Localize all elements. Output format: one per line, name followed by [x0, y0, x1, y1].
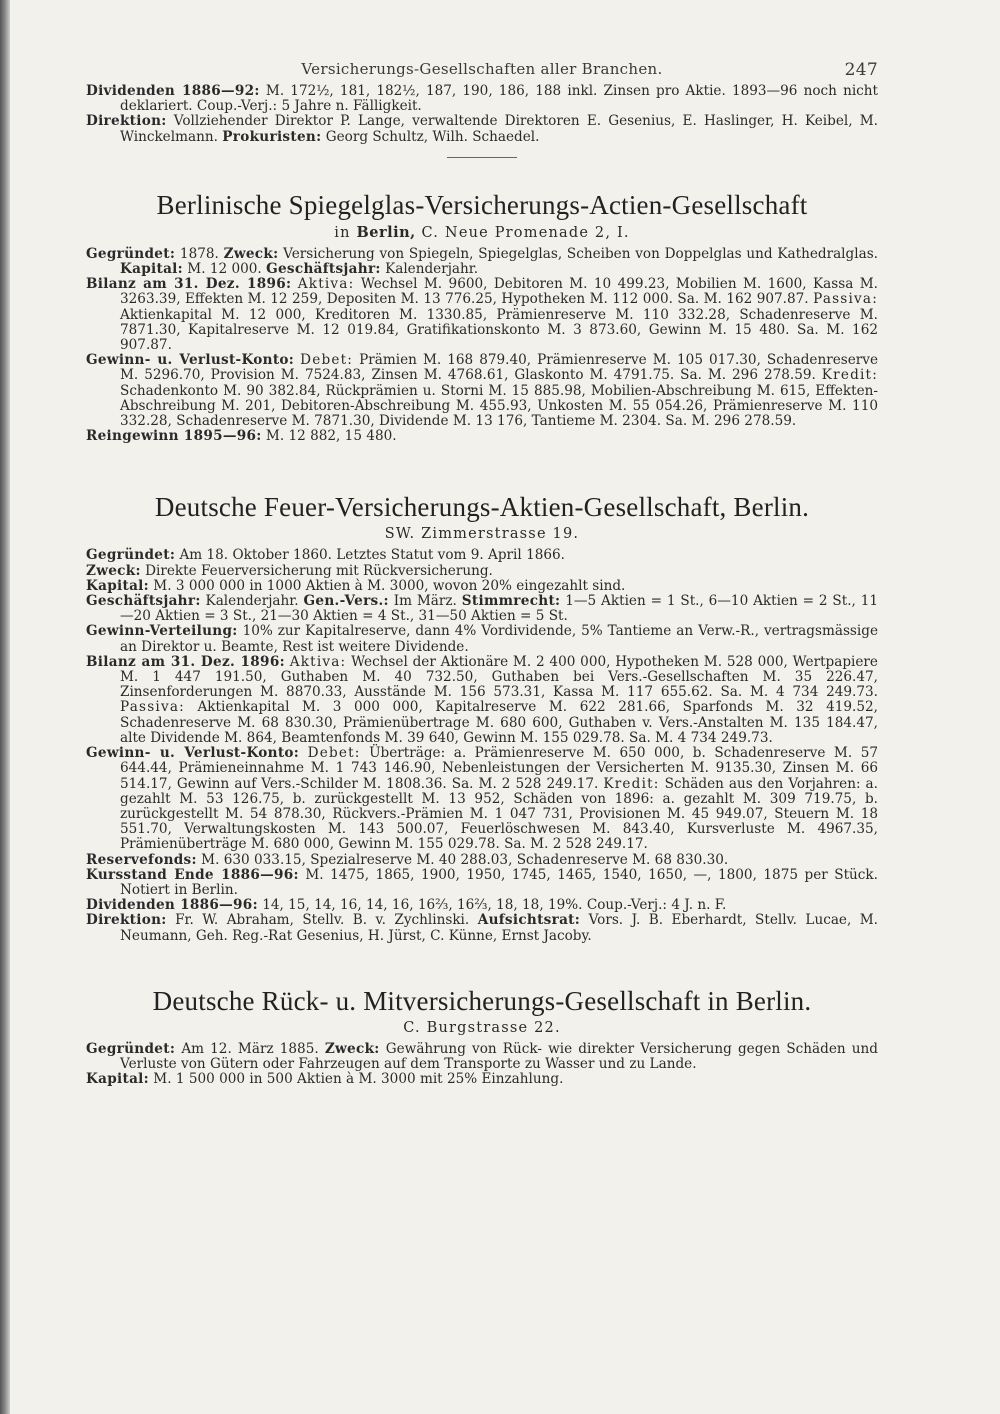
entry-text: Direkte Feuerversicherung mit Rückversicherung. — [145, 562, 493, 579]
entry-label: Gen.-Vers.: — [303, 593, 389, 610]
scan-binding-edge — [0, 0, 10, 1414]
entry-text: Versicherung von Spiegeln, Spiegelglas, Scheiben von Doppelglas und Kathedralglas. — [283, 245, 878, 262]
entry-text: Kalenderjahr. — [205, 593, 299, 610]
entry-kapital — [86, 579, 878, 594]
entry-label: Gegründet: — [86, 245, 176, 262]
entry-label: Direktion: — [86, 113, 167, 130]
entry-sublabel: Aktiva: — [289, 653, 347, 670]
entry-text: M. 12 000. — [187, 261, 262, 278]
entry-text: Kalenderjahr. — [385, 261, 479, 278]
entry-text: Vors. J. B. Eberhardt, Stellv. Lucae, M. Neumann, Geh. Reg.-Rat Gesenius, H. Jürst, C. Künne, Ernst Jacoby. — [120, 912, 879, 944]
entry-text: Wechsel der Aktionäre M. 2 400 000, Hypotheken M. 528 000, Wertpapiere M. 1 447 191.50, Guthaben M. 40 732.50, Guthaben bei Vers.-Gesellschaften M. 35 226.47, Zinsenforderungen M. 8870.33, Ausstände M. 156 573.31, Kassa M. 117 655.62. Sa. M. 4 734 249.73. — [120, 653, 878, 701]
entry-label: Gegründet: — [86, 1040, 176, 1057]
company-section-rueck — [86, 984, 878, 1088]
company-address: SW. Zimmerstrasse 19. — [384, 526, 580, 543]
entry-direktion — [86, 913, 878, 943]
entry-label: Kapital: — [120, 261, 183, 278]
entry-text: Am 18. Oktober 1860. Letztes Statut vom 9. April 1866. — [179, 547, 565, 564]
entry-text: Prämien M. 168 879.40, Prämienreserve M. 105 017.30, Schadenreserve M. 5296.70, Provision M. 7524.83, Zinsen M. 4768.61, Glaskonto M. 4791.75. Sa. M. 296 278.59. — [120, 352, 878, 384]
entry-text: Gewährung von Rück- wie direkter Versicherung gegen Schäden und Verluste von Gütern oder Fahrzeugen auf dem Transporte zu Wasser und zu Lande. — [120, 1040, 879, 1072]
entry-gegruendet — [86, 1042, 878, 1072]
entry-text: 10% zur Kapitalreserve, dann 4% Vordividende, 5% Tantieme an Verw.-R., vertragsmässige an Direktor u. Beamte, Rest ist weitere Dividende. — [120, 623, 878, 655]
entry-label: Kursstand Ende 1886—96: — [86, 866, 299, 883]
entry-kapital — [86, 1072, 878, 1087]
entry-gewinn-verlust — [86, 353, 878, 429]
address-city: Berlin, — [356, 223, 416, 241]
entry-zweck — [86, 564, 878, 579]
entry-text: 1878. — [179, 245, 219, 262]
entry-text: 14, 15, 14, 16, 14, 16, 16⅔, 16⅔, 18, 18, 19%. Coup.-Verj.: 4 J. n. F. — [262, 897, 727, 914]
entry-label: Geschäftsjahr: — [86, 593, 201, 610]
entry-text: Aktienkapital M. 12 000, Kreditoren M. 1330.85, Prämienreserve M. 110 332.28, Schadenreserve M. 7871.30, Kapitalreserve M. 12 019.84, Gratifikationskonto M. 3 873.60, Gewinn M. 15 480. Sa. M. 162 907.87. — [120, 306, 878, 354]
entry-reservefonds — [86, 853, 878, 868]
entry-label: Prokuristen: — [222, 128, 322, 145]
company-title: Berlinische Spiegelglas-Versicherungs-Actien-Gesellschaft — [156, 189, 808, 220]
entry-text: Schadenkonto M. 90 382.84, Rückprämien u. Storni M. 15 885.98, Mobilien-Abschreibung M. 615, Effekten-Abschreibung M. 201, Debitoren-Abschreibung M. 455.93, Unkosten M. 55 054.26, Prämienreserve M. 110 332.28, Schadenreserve M. 7871.30, Dividende M. 13 176, Tantieme M. 2304. Sa. M. 296 278.59. — [120, 382, 878, 430]
entry-text: M. 3 000 000 in 1000 Aktien à M. 3000, wovon 20% eingezahlt sind. — [153, 577, 626, 594]
entry-text: M. 1 500 000 in 500 Aktien à M. 3000 mit 25% Einzahlung. — [153, 1071, 564, 1088]
entry-label: Gewinn- u. Verlust-Konto: — [86, 352, 295, 369]
running-head — [86, 60, 878, 84]
entry-label: Dividenden 1886—92: — [86, 83, 260, 99]
company-section-spiegelglas — [86, 188, 878, 445]
entry-label: Zweck: — [223, 245, 279, 262]
entry-label: Zweck: — [324, 1040, 380, 1057]
entry-text: Am 12. März 1885. — [181, 1040, 319, 1057]
entry-sublabel: Aktiva: — [297, 276, 355, 293]
company-title: Deutsche Rück- u. Mitversicherungs-Gesellschaft in Berlin. — [152, 985, 812, 1016]
company-section-feuer — [86, 490, 878, 943]
entry-label: Dividenden 1886—96: — [86, 897, 258, 914]
entry-text: Georg Schultz, Wilh. Schaedel. — [325, 128, 540, 145]
entry-bilanz — [86, 655, 878, 746]
page-number: 247 — [844, 60, 878, 80]
entry-sublabel: Debet: — [300, 352, 354, 369]
company-address: C. Burgstrasse 22. — [403, 1019, 561, 1036]
address-street: C. Neue Promenade 2, I. — [421, 224, 630, 241]
entry-text: Überträge: a. Prämienreserve M. 650 000, b. Schadenreserve M. 57 644.44, Prämieneinnahme M. 1 743 146.90, Nebenleistungen der Versicherten M. 9135.30, Zinsen M. 66 514.17, Gewinn auf Vers.-Schilder M. 1808.36. Sa. M. 2 528 249.17. — [120, 745, 878, 792]
entry-label: Gewinn-Verteilung: — [86, 623, 238, 640]
entry-reingewinn — [86, 429, 878, 444]
entry-sublabel: Kredit: — [821, 367, 878, 384]
entry-sublabel: Debet: — [307, 745, 361, 762]
entry-label: Bilanz am 31. Dez. 1896: — [86, 276, 292, 293]
entry-text: M. 172½, 181, 182½, 187, 190, 186, 188 inkl. Zinsen pro Aktie. 1893—96 noch nicht deklariert. Coup.-Verj.: 5 Jahre n. Fälligkeit. — [120, 83, 879, 115]
entry-label: Gewinn- u. Verlust-Konto: — [86, 745, 300, 762]
entry-kursstand — [86, 868, 878, 898]
entry-label: Aufsichtsrat: — [477, 912, 581, 929]
entry-gegruendet — [86, 247, 878, 277]
company-title: Deutsche Feuer-Versicherungs-Aktien-Gesellschaft, Berlin. — [154, 492, 810, 523]
carryover-section — [86, 84, 878, 145]
entry-label: Reingewinn 1895—96: — [86, 428, 262, 445]
entry-sublabel: Passiva: — [813, 291, 878, 308]
section-spacer — [86, 944, 878, 984]
entry-text: Aktienkapital M. 3 000 000, Kapitalreserve M. 622 281.66, Sparfonds M. 32 419.52, Schadenreserve M. 68 830.30, Prämienübertrage M. 680 600, Guthaben v. Vers.-Anstalten M. 135 184.47, alte Dividende M. 864, Beamtenfonds M. 39 640, Gewinn M. 155 029.78. Sa. M. 4 734 249.73. — [120, 699, 878, 746]
entry-text: Fr. W. Abraham, Stellv. B. v. Zychlinski. — [175, 912, 470, 929]
entry-label: Geschäftsjahr: — [266, 261, 381, 278]
entry-direktion — [86, 114, 878, 144]
entry-text: Vollziehender Direktor P. Lange, verwaltende Direktoren E. Gesenius, E. Haslinger, H. Keibel, M. Winckelmann. — [120, 113, 878, 145]
entry-text: Wechsel M. 9600, Debitoren M. 10 499.23, Mobilien M. 1600, Kassa M. 3263.39, Effekten M. 12 259, Depositen M. 13 776.25, Hypotheken M. 112 000. Sa. M. 162 907.87. — [120, 276, 878, 308]
entry-sublabel: Kredit: — [603, 775, 660, 792]
entry-label: Kapital: — [86, 1071, 149, 1088]
entry-label: Direktion: — [86, 912, 167, 929]
entry-geschaeftsjahr — [86, 594, 878, 624]
entry-label: Reservefonds: — [86, 851, 197, 868]
entry-label: Gegründet: — [86, 547, 176, 564]
entry-text: M. 630 033.15, Spezialreserve M. 40 288.03, Schadenreserve M. 68 830.30. — [201, 851, 729, 868]
entry-dividenden — [86, 84, 878, 114]
section-spacer — [86, 444, 878, 490]
running-head-title: Versicherungs-Gesellschaften aller Branchen. — [301, 60, 663, 78]
entry-label: Stimmrecht: — [461, 593, 561, 610]
company-address — [86, 224, 878, 241]
entry-text: M. 1475, 1865, 1900, 1950, 1745, 1465, 1540, 1650, —, 1800, 1875 per Stück. Notiert in Berlin. — [120, 866, 878, 898]
entry-label: Kapital: — [86, 577, 149, 594]
entry-text: Schäden aus den Vorjahren: a. gezahlt M. 53 126.75, b. zurückgestellt M. 13 952, Schäden von 1896: a. gezahlt M. 309 719.75, b. zurückgestellt M. 54 878.30, Rückvers.-Prämien M. 1 047 731, Provisionen M. 45 949.07, Steuern M. 18 551.70, Verwaltungskosten M. 143 500.07, Feuerlöschwesen M. 843.40, Kursverluste M. 4967.35, Prämienüberträge M. 680 000, Gewinn M. 155 029.78. Sa. M. 2 528 249.17. — [120, 775, 878, 853]
entry-bilanz — [86, 277, 878, 353]
entry-sublabel: Passiva: — [120, 699, 185, 716]
entry-label: Bilanz am 31. Dez. 1896: — [86, 653, 285, 670]
document-page — [86, 60, 878, 1087]
entry-label: Zweck: — [86, 562, 141, 579]
address-prefix: in — [334, 224, 351, 241]
entry-gewinn-verteilung — [86, 624, 878, 654]
entry-text: 1—5 Aktien = 1 St., 6—10 Aktien = 2 St., 11—20 Aktien = 3 St., 21—30 Aktien = 4 St., 31—50 Aktien = 5 St. — [120, 593, 879, 625]
entry-gegruendet — [86, 548, 878, 563]
section-divider — [447, 157, 517, 158]
entry-dividenden — [86, 898, 878, 913]
entry-gewinn-verlust — [86, 746, 878, 852]
entry-text: M. 12 882, 15 480. — [265, 428, 397, 445]
entry-text: Im März. — [393, 593, 457, 610]
